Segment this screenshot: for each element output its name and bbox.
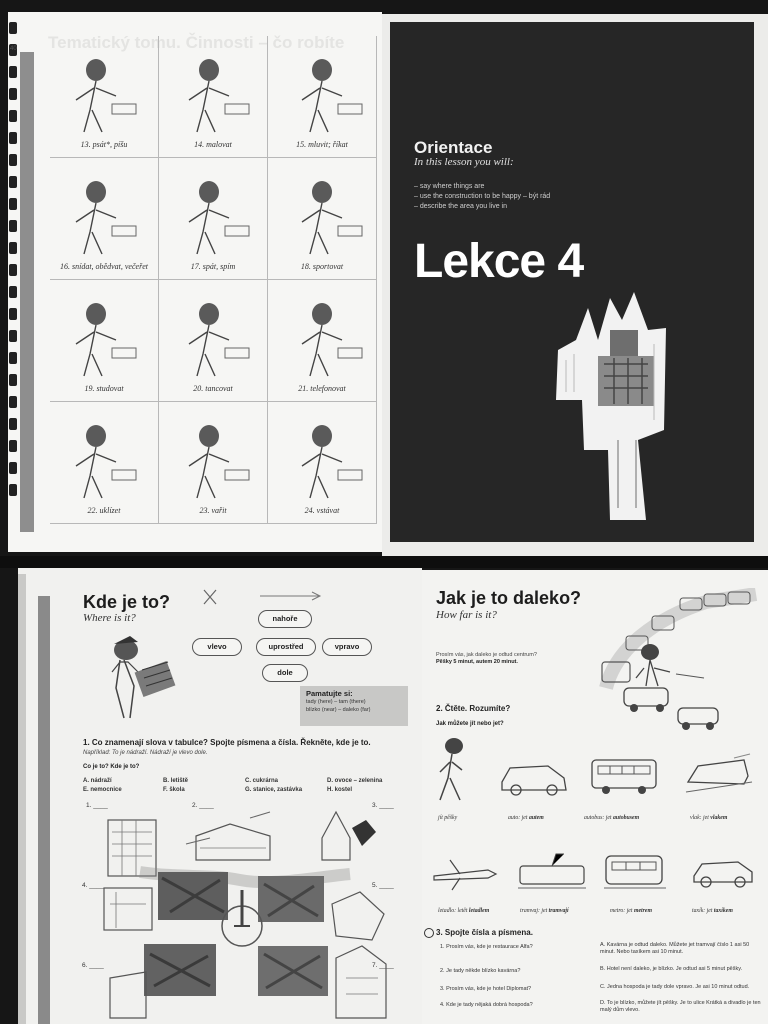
activity-cell — [50, 158, 159, 280]
tram-icon — [516, 852, 588, 892]
activity-illustration — [171, 166, 257, 258]
task3-question: 2. Je tady někde blízko kavárna? — [440, 968, 521, 974]
answer-blank: 1. ____ — [86, 802, 108, 809]
dialogue-question: Prosím vás, jak daleko je odtud centrum? — [436, 652, 537, 658]
task1-question: Co je to? Kde je to? — [83, 764, 140, 770]
lesson-intro: In this lesson you will: — [414, 156, 514, 168]
activity-caption: 23. vařit — [199, 506, 227, 515]
dialogue-answer: Pěšky 5 minut, autem 20 minut. — [436, 659, 518, 665]
activity-caption: 18. sportovat — [300, 262, 344, 271]
jak-subtitle: How far is it? — [436, 609, 497, 621]
activity-cell — [50, 280, 159, 402]
answer-blank: 5. ____ — [372, 882, 394, 889]
remember-box — [300, 686, 408, 726]
transport-caption: auto: jet autem — [508, 815, 544, 821]
faint-heading: Tematický tomu. Činnosti – čo robíte — [48, 33, 345, 52]
place-option: G. stanice, zastávka — [245, 787, 303, 793]
answer-blank: 4. ____ — [82, 882, 104, 889]
walking-person-icon — [432, 734, 472, 806]
activity-caption: 16. snídat, obědvat, večeřet — [60, 262, 148, 271]
airplane-icon — [430, 856, 500, 892]
activity-illustration — [280, 44, 366, 136]
activity-cell — [268, 36, 377, 158]
place-option: D. ovoce – zelenina — [327, 778, 383, 784]
town-map-illustration — [100, 808, 390, 1024]
goal-item: – describe the area you live in — [414, 203, 507, 210]
activity-caption: 24. vstávat — [304, 506, 340, 515]
task3-instruction: 3. Spojte čísla a písmena. — [436, 928, 533, 937]
task3-answer: D. To je blízko, můžete jít pěšky. Je to ulice Krátká a divadlo je ten malý dům vlevo. — [600, 1000, 761, 1013]
direction-nahore: nahoře — [258, 610, 312, 628]
task3-question: 3. Prosím vás, kde je hotel Diplomat? — [440, 986, 532, 992]
direction-dole: dole — [262, 664, 308, 682]
train-icon — [684, 752, 754, 798]
activity-illustration — [280, 410, 366, 502]
activity-illustration — [280, 166, 366, 258]
remember-line: blízko (near) – daleko (far) — [306, 707, 371, 713]
answer-blank: 6. ____ — [82, 962, 104, 969]
place-option: A. nádraží — [83, 778, 112, 784]
page-edge — [18, 574, 26, 1024]
transport-caption: taxík: jet taxíkem — [692, 908, 733, 914]
answer-blank: 7. ____ — [372, 962, 394, 969]
activity-illustration — [62, 410, 148, 502]
task3-question: 1. Prosím vás, kde je restaurace Alfa? — [440, 944, 533, 950]
dark-cover-panel — [390, 22, 754, 542]
dialogue — [436, 652, 596, 666]
activity-cell — [268, 158, 377, 280]
remember-title: Pamatujte si: — [306, 689, 353, 698]
spiral-binding — [8, 22, 18, 552]
place-option: H. kostel — [327, 787, 353, 793]
task3-question: 4. Kde je tady nějaká dobrá hospoda? — [440, 1002, 533, 1008]
activity-illustration — [171, 44, 257, 136]
transport-caption: metro: jet metrem — [610, 908, 652, 914]
activity-cell — [268, 280, 377, 402]
direction-vlevo: vlevo — [192, 638, 242, 656]
pencil-scribble — [200, 586, 330, 610]
transport-caption: tramvaj: jet tramvají — [520, 908, 569, 914]
activity-illustration — [171, 288, 257, 380]
kde-subtitle: Where is it? — [83, 612, 136, 624]
activity-illustration — [171, 410, 257, 502]
remember-line: tady (here) – tam (there) — [306, 699, 366, 705]
activity-caption: 21. telefonovat — [298, 384, 346, 393]
kde-title: Kde je to? — [83, 592, 171, 612]
task3-answer: A. Kavárna je odtud daleko. Můžete jet tramvají číslo 1 asi 50 minut. Nebo taxíkem asi 10 minut. — [600, 942, 750, 955]
activity-cell — [268, 402, 377, 524]
place-option: E. nemocnice — [83, 787, 122, 793]
traffic-jam-illustration — [596, 588, 764, 736]
activity-illustration — [62, 166, 148, 258]
answer-blank: 3. ____ — [372, 802, 394, 809]
direction-uprostred: uprostřed — [256, 638, 316, 656]
activity-grid — [50, 36, 378, 524]
activity-caption: 17. spát, spím — [190, 262, 236, 271]
lesson-title: Lekce 4 — [414, 235, 584, 288]
activity-caption: 14. malovat — [194, 140, 232, 149]
activity-caption: 15. mluvit; říkat — [296, 140, 348, 149]
transport-caption: letadlo: letět letadlem — [438, 908, 490, 914]
task2-instruction: 2. Čtěte. Rozumíte? — [436, 704, 511, 713]
place-option: C. cukrárna — [245, 778, 279, 784]
activity-caption: 20. tancovat — [193, 384, 233, 393]
section-title: Orientace — [414, 138, 493, 157]
task1-instruction: 1. Co znamenají slova v tabulce? Spojte písmena a čísla. Řekněte, kde je to. — [83, 738, 371, 747]
transport-caption: jít pěšky — [438, 815, 458, 821]
car-icon — [498, 756, 570, 798]
transport-caption: vlak: jet vlakem — [690, 815, 728, 821]
activity-cell — [50, 402, 159, 524]
activity-cell — [159, 402, 268, 524]
activity-cell — [50, 36, 159, 158]
person-with-map-illustration — [90, 632, 180, 722]
activity-caption: 13. psát*, píšu — [80, 140, 128, 149]
bus-icon — [588, 754, 660, 798]
answer-blank: 2. ____ — [192, 802, 214, 809]
transport-caption: autobus: jet autobusem — [584, 815, 640, 821]
activity-illustration — [280, 288, 366, 380]
taxi-icon — [690, 852, 756, 892]
goal-item: – say where things are — [414, 183, 485, 190]
activity-illustration — [62, 44, 148, 136]
task3-answer: B. Hotel není daleko, je blízko. Je odtud asi 5 minut pěšky. — [600, 966, 743, 972]
activity-cell — [159, 158, 268, 280]
activity-cell — [159, 36, 268, 158]
lesson-cover-page — [382, 14, 768, 556]
exercise-badge-icon — [424, 928, 434, 938]
jak-title: Jak je to daleko? — [436, 588, 582, 608]
page-side-strip — [20, 52, 34, 532]
task2-question: Jak můžete jít nebo jet? — [436, 721, 504, 727]
activity-caption: 22. uklízet — [87, 506, 121, 515]
task1-example: Například: To je nádraží. Nádraží je vlevo dole. — [83, 750, 208, 756]
lesson-goals — [414, 182, 550, 212]
task3-answer: C. Jedna hospoda je tady dole vpravo. Je asi 10 minut odtud. — [600, 984, 750, 990]
activity-illustration — [62, 288, 148, 380]
collage-figure-illustration — [548, 280, 688, 520]
place-option: B. letiště — [163, 778, 189, 784]
direction-vpravo: vpravo — [322, 638, 372, 656]
metro-icon — [602, 848, 668, 892]
place-option: F. škola — [163, 787, 185, 793]
page-number: 40 — [10, 46, 17, 52]
page-side-strip — [38, 596, 50, 1024]
activity-caption: 19. studovat — [84, 384, 124, 393]
spread-divider — [0, 556, 768, 568]
activity-cell — [159, 280, 268, 402]
goal-item: – use the construction to be happy – být rád — [414, 193, 551, 200]
